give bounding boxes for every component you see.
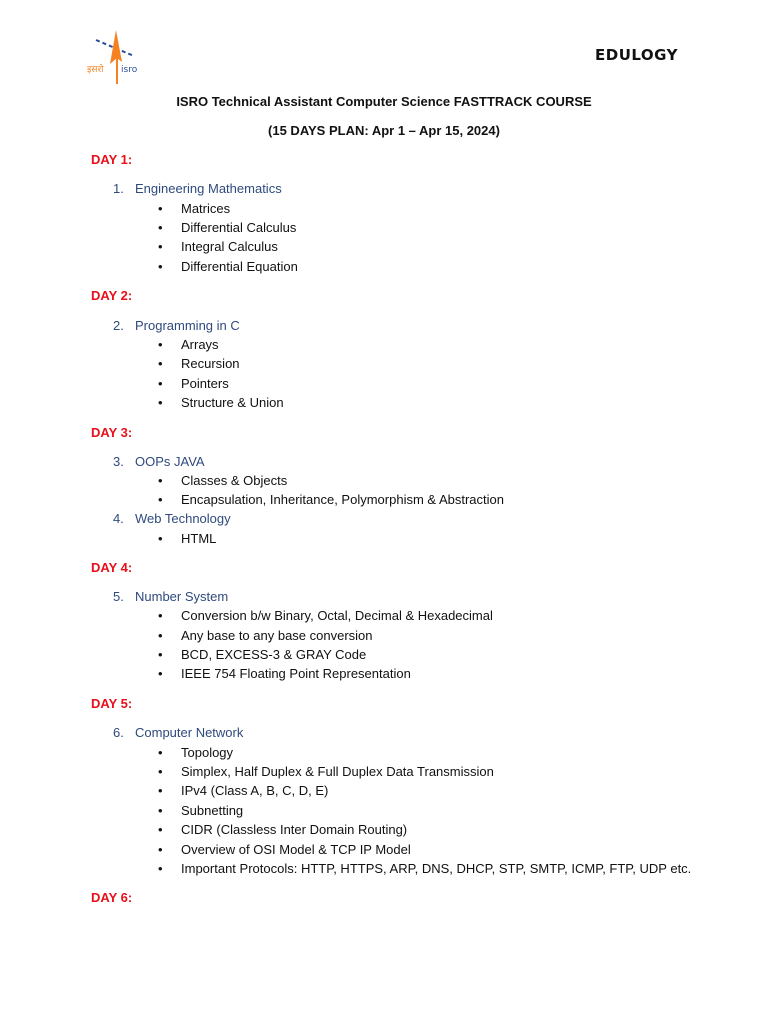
bullet-icon: • <box>158 628 163 643</box>
bullet-icon: • <box>158 647 163 662</box>
list-item: • Arrays <box>158 337 219 352</box>
svg-text:isro: isro <box>121 65 138 75</box>
list-item: • Conversion b/w Binary, Octal, Decimal & Hexadecimal <box>158 608 493 623</box>
list-item: • Topology <box>158 745 234 760</box>
isro-logo <box>86 28 148 84</box>
bullet-icon: • <box>158 861 163 876</box>
list-item: • IEEE 754 Floating Point Representation <box>158 666 411 681</box>
day-heading: DAY 4: <box>91 560 133 575</box>
bullet-icon: • <box>158 764 163 779</box>
bullet-icon: • <box>158 356 163 371</box>
topic-item: 3. OOPs JAVA <box>113 454 205 469</box>
topic-item: 4. Web Technology <box>113 511 231 526</box>
bullet-icon: • <box>158 259 163 274</box>
list-item: • CIDR (Classless Inter Domain Routing) <box>158 822 408 837</box>
bullet-icon: • <box>158 220 163 235</box>
day-heading: DAY 6: <box>91 890 133 905</box>
list-item: • HTML <box>158 531 217 546</box>
bullet-icon: • <box>158 666 163 681</box>
day-heading: DAY 1: <box>91 152 133 167</box>
svg-text:इसरो: इसरो <box>87 65 104 75</box>
bullet-icon: • <box>158 822 163 837</box>
list-item: • IPv4 (Class A, B, C, D, E) <box>158 783 329 798</box>
list-item: • Overview of OSI Model & TCP IP Model <box>158 842 411 857</box>
bullet-icon: • <box>158 239 163 254</box>
list-item: • Structure & Union <box>158 395 284 410</box>
bullet-icon: • <box>158 473 163 488</box>
list-item: • Encapsulation, Inheritance, Polymorphism & Abstraction <box>158 492 505 507</box>
list-item: • BCD, EXCESS-3 & GRAY Code <box>158 647 367 662</box>
bullet-icon: • <box>158 395 163 410</box>
list-item: • Recursion <box>158 356 240 371</box>
day-heading: DAY 3: <box>91 425 133 440</box>
edulogy-logo: EDULOGY <box>595 46 678 64</box>
list-item: • Classes & Objects <box>158 473 288 488</box>
bullet-icon: • <box>158 376 163 391</box>
list-item: • Pointers <box>158 376 229 391</box>
bullet-icon: • <box>158 842 163 857</box>
bullet-icon: • <box>158 531 163 546</box>
topic-item: 5. Number System <box>113 589 229 604</box>
list-item: • Integral Calculus <box>158 239 278 254</box>
list-item: • Simplex, Half Duplex & Full Duplex Data Transmission <box>158 764 494 779</box>
bullet-icon: • <box>158 337 163 352</box>
topic-item: 1. Engineering Mathematics <box>113 181 282 196</box>
bullet-icon: • <box>158 803 163 818</box>
list-item: • Any base to any base conversion <box>158 628 373 643</box>
bullet-icon: • <box>158 745 163 760</box>
isro-rocket-icon <box>86 28 148 84</box>
list-item: • Important Protocols: HTTP, HTTPS, ARP, DNS, DHCP, STP, SMTP, ICMP, FTP, UDP etc. <box>158 861 692 876</box>
list-item: • Differential Equation <box>158 259 298 274</box>
bullet-icon: • <box>158 492 163 507</box>
list-item: • Matrices <box>158 201 231 216</box>
topic-item: 2. Programming in C <box>113 318 240 333</box>
bullet-icon: • <box>158 783 163 798</box>
day-heading: DAY 5: <box>91 696 133 711</box>
document-title: ISRO Technical Assistant Computer Science FASTTRACK COURSE <box>176 94 592 109</box>
topic-item: 6. Computer Network <box>113 725 244 740</box>
day-heading: DAY 2: <box>91 288 133 303</box>
bullet-icon: • <box>158 608 163 623</box>
list-item: • Differential Calculus <box>158 220 297 235</box>
document-subtitle: (15 DAYS PLAN: Apr 1 – Apr 15, 2024) <box>268 123 500 138</box>
bullet-icon: • <box>158 201 163 216</box>
list-item: • Subnetting <box>158 803 244 818</box>
